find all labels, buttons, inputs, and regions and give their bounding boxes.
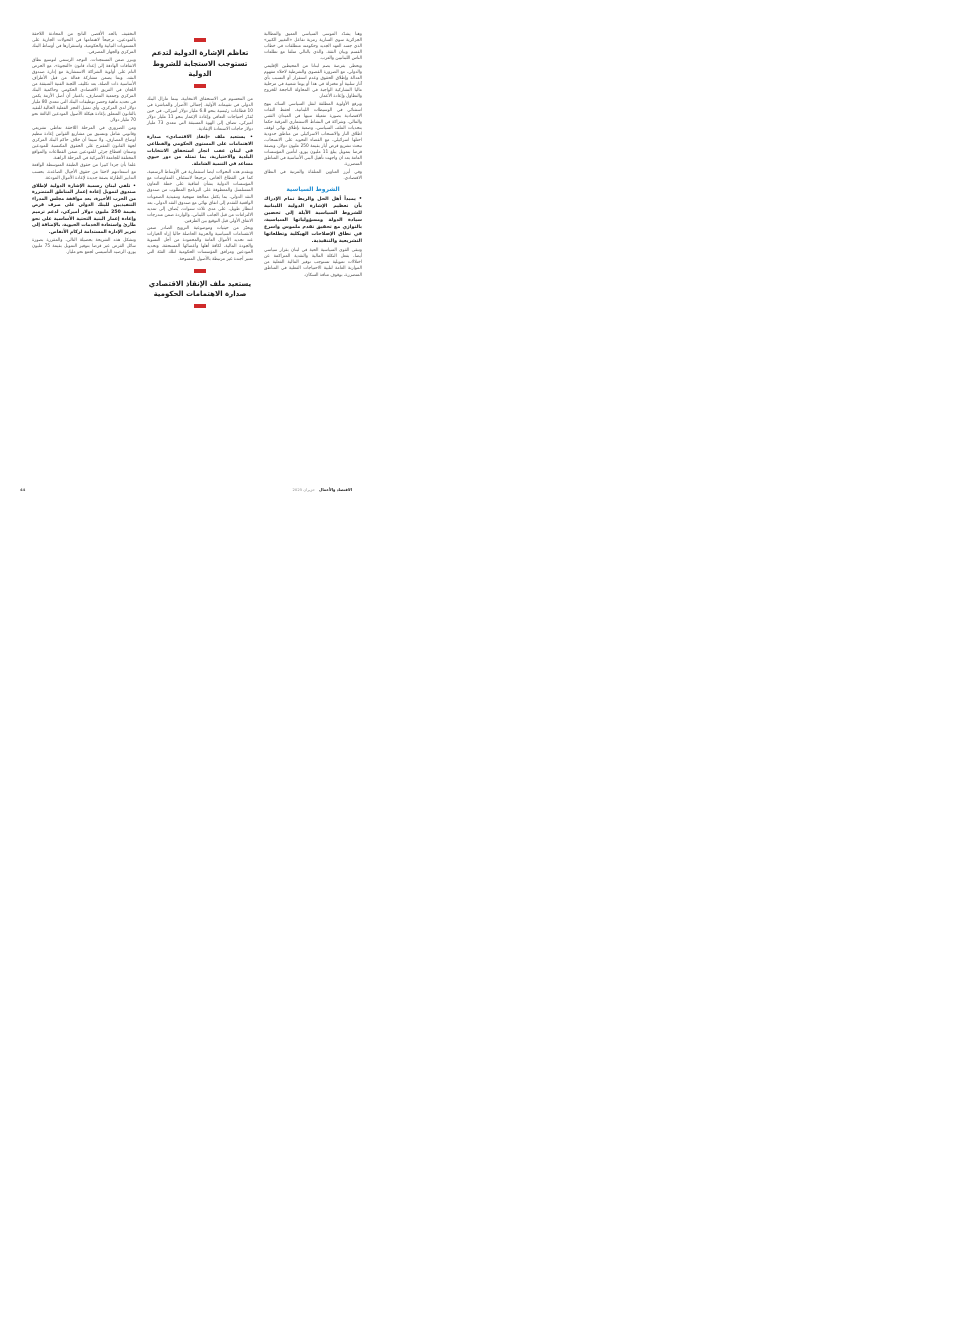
body-paragraph: التخفيف بالحد الأقصى الناتج من المحادثة اللاحقة بالمودعين، ترجيحاً لاهتمامها في التحولات الجارية على المستويات النيابية والحكومية، واستقرارها في أوساط البنك المركزي والجهاز المصرفي. bbox=[32, 32, 136, 56]
bold-lead-paragraph: • تلقي لبنان رسمية الإشارة الدولية لإطلاق صندوق لتمويل إعادة إعمار المناطق المتضررة من الحرب الأخيرة، بعد موافقة مجلس المدراء التنفيذيين للبنك الدولي على صرف قرض بقيمة 250 مليون دولار أميركي، لدعم ترميم وإعادة إعمار البنية التحتية الأساسية على نحو طارئ واستعادة الخدمات الحيوية، بالإضافة إلى تعزيز الإدارة المستدامة لركام الأنقاض. bbox=[32, 183, 136, 235]
article-column-left bbox=[32, 32, 136, 258]
body-paragraph: وتبقى القوى السياسية الحية في لبنان بقرار سياسي أيضا، بفعل النكلة المالية والنقدية المتراكمة عن اختلالات تمويلية تستوجب توفير المالية الفعلية من الموازنة العامة لتلبية الاحتياجات الفعلية في المناطق المتضررة، بوقوف منافذ السكان. bbox=[264, 248, 362, 278]
page-footer bbox=[14, 485, 356, 493]
red-marker-icon bbox=[194, 269, 206, 273]
pull-headline-text: يستعيد ملف الإنقاذ الاقتصادي صدارة الاهتمامات الحكومية bbox=[148, 279, 252, 299]
page-number: 44 bbox=[20, 487, 26, 492]
issue-date: حزيران 2025 bbox=[292, 487, 315, 492]
body-paragraph: ويتقدم هذه التحولات ايضا استثمارية في الأوساط الرسمية، كما في القطاع الخاص، ترجيحا لاستئناف المفاوضات مع المؤسسات الدولية بشأن اتفاقية على خطة التعاون المتسلسل والمعطوفة على البرنامج المطلوب من صندوق النقد الدولي، بما يكفل معالجة منهجية وتنفيذية الصعوبات الواقعية للتقدم إلى اتفاق نهائي مع صندوق النقد الدولي، بعد انتظار طويل، على مدى ثلاث سنوات، يُضاف إلى تمديد الالتزامات من قبل الجانب اللبناني، والواردة ضمن مندرجات الاتفاق الأولي قبل التوقيع بين الطرفين. bbox=[147, 170, 253, 224]
body-paragraph: وتشكل هذه الشريحة بحصيلة التالي، والمقررة بصورة سائل القرض عبر قرضا بتوفير التمويل بقيمة 75 مليون يورو، الرصيد التأسيسي لجمع نحو مليار. bbox=[32, 238, 136, 256]
body-paragraph: ويحيّز من حيثيات وموضوعية الترويج الصادر ضمن الانقسامات السياسية والحزبية الحاصلة حاليا إزاء الخيارات عند تحديد الأموال العامة والمحمودة من أجل التسوية والجودة المالية، لكافة أهلها وأعضائها المستحقة، وتحديد المودعين ومرافق المؤسسات الحكومية لتلك الفئة التي تعتبر أجندة غير مرتبطة بالأصول الممنوحة. bbox=[147, 226, 253, 262]
bold-lead-paragraph: • يستعيد ملف «إنقاذ الاقتصادي» صدارة الاهتمامات على المستوى الحكومي والقطاعي في لبنان عقب انجاز استحقاق الانتخابات البلدية والاختيارية، بما تمثله من دور حيوي مساعد في التنمية الشاملة. bbox=[147, 135, 253, 167]
article-column-middle bbox=[147, 32, 253, 317]
red-marker-icon bbox=[194, 304, 206, 308]
article-column-right bbox=[264, 32, 362, 280]
body-paragraph: وهنا يشدّد الموسى السياسي العميق والمطالبة الجزائرية سوى السارية رمزية تفاعل «التغيير الكبير» الذي جسد العهد الجديد وحكومته منطلقات في خطاب القسم وبيان الثقة، والذي بالتالي متلفا مع تطلعات الناس اللبنانيين والعرب. bbox=[264, 32, 362, 62]
body-paragraph: ويحظى بفرصة بصم لبنانا من المحيطين الإقليمي والدولي، مع الضرورة القصوى والشرطية لاحلاء مفهوم العدالة وإطلاق الحقوق وعدم استقرار أو التسبب بأي آثار سلبية أو مختزلة في هذا أو يوما شعبية في مرحلية ماليا التشاركية الواجبة في المحاولة الناجحة للخروج والتطاول وإعادة الأعمار. bbox=[264, 63, 362, 99]
section-subheading: الشروط السياسية bbox=[286, 185, 340, 193]
red-marker-icon bbox=[194, 38, 206, 42]
magazine-name: الاقتصاد والأعمال bbox=[319, 487, 352, 492]
pull-headline-bottom bbox=[147, 266, 253, 315]
red-marker-icon bbox=[194, 84, 206, 88]
body-paragraph: من المحسوم في الاستحقاق الانتخابية، بينما مازال البنك الدولي في تقييماته الأولية، إجمالي الأضرار والمباشرة في 10 قطاعات رئيسية بنحو 6.8 مليار دولار أميركي، في حين تُقدّر احتياجات التعافي وإعادة الإعمار بنحو 11 مليار دولار أميركي، تضاف إلى الهوة المسبقة التي تتعدى 73 مليار دولار حاجات الاستعادة الإنقاذية. bbox=[147, 97, 253, 133]
pull-headline-text: تعاظم الإشارة الدولية لتدعم تستوجب الاستجابة للشروط الدولية bbox=[151, 49, 249, 79]
newspaper-page bbox=[14, 32, 362, 502]
pull-headline-top bbox=[147, 35, 253, 94]
body-paragraph: وفي أبرز العناوين المتلقاة والمرتبة في النطاق الاقتصادي. bbox=[264, 169, 362, 181]
bold-lead-paragraph: • يمبدأ أهل الحل والربط تمام الإدراك بأن تعظيم الإشارة الدولية اللبنانية للشروط السياسية الآيلة إلى تحصين سيادة الدولة ومسؤولياتها السياسية، بالتوازي مع تحقيق تقدم ملموس واسرع في نطاق الإصلاحات الهيكلية وتطلعاتها التشريعية والتنفيذية. bbox=[264, 195, 362, 245]
body-paragraph: ويبرز ضمن المستجدات، التوجه الرسمي لتوسيع نطاق الاتفاقات الهادفة إلى إعداد قانون «الفجوة»، مع الحرص التام على أولوية الشراكة الاستشارية مع إدارة صندوق النقد، وبما يضمن مشاركة فعالة من قبل الأطراف الأساسية ذات الصلة، بعد تكليف اللجنة الفنية المنبثقة من اللجان في الفريق الاقتصادي الحكومي وحاكمية البنك المركزي وجمعية المصارف، باعتبار أن أصل الأزمة يكمن في تحديد ماهية وحصر توظيفات البنك التي تتعدى 80 مليار دولار لدى المركزي، وأي تمثيل العجز الفعلية الحالية للتقيد بالقانون المتعلق بإعادة هيكلة الأصول المودعين البالغة نحو 70 مليار دولار. bbox=[32, 57, 136, 124]
body-paragraph: ومن الضروري في المرحلة اللاحقة تعاطي تشريعي وقانوني شامل وتنسيق بين مشاريع القوانين إعادة تنظيم أوضاع المصارف، ولا سيما أن خلاف حاكم البنك المركزي لجهة القانون المقترح على الحقوق المكتسبة للمودعين وضمان اقتطاع جزئي للمودعين ضمن القطاعات والمواقع المختلفة للجامعة الأميركية في المرحلة الراهنة. bbox=[32, 125, 136, 161]
body-paragraph: ويرفع الأولوية المطلقة لنقل السياسي السائد بنهج استثنائي في الوسيطات اللبنانية، لحفظ الثقات الاقتصادية بصورة تفعيلة تنبيها في الميدان الثقني والمالي، وشراكة في النشاط الاستثماري المرقبة حكما بتحديات الملف السياسي، وصعبة بإطلاق نهائي لوقف اطلاق النار والانسحاب الاسرائيلي من مناطق حدودية احتلها اسرائيلي، مع القضاء التحويد على الانسحاب، تبحث تشريع قرض أيار بقيمة 250 مليون دولار، وبصفة قرضا بتمويل يبلغ 11 مليون يورو، لتأمين المؤسسات العامة بعد ان واجهت تأهيل البنى الأساسية في المناطق المتضررة. bbox=[264, 101, 362, 167]
body-paragraph: علما بأن جزءا كبيرا من حقوق الطبقة المتوسطة الواقعة مع استعادتهم لاحقا من حقوق الأجيال الصاعدة، بحسب التدابير الطارئة بصفة جديدة لإعادة الأموال المودعة. bbox=[32, 163, 136, 181]
footer-publication bbox=[293, 487, 353, 492]
